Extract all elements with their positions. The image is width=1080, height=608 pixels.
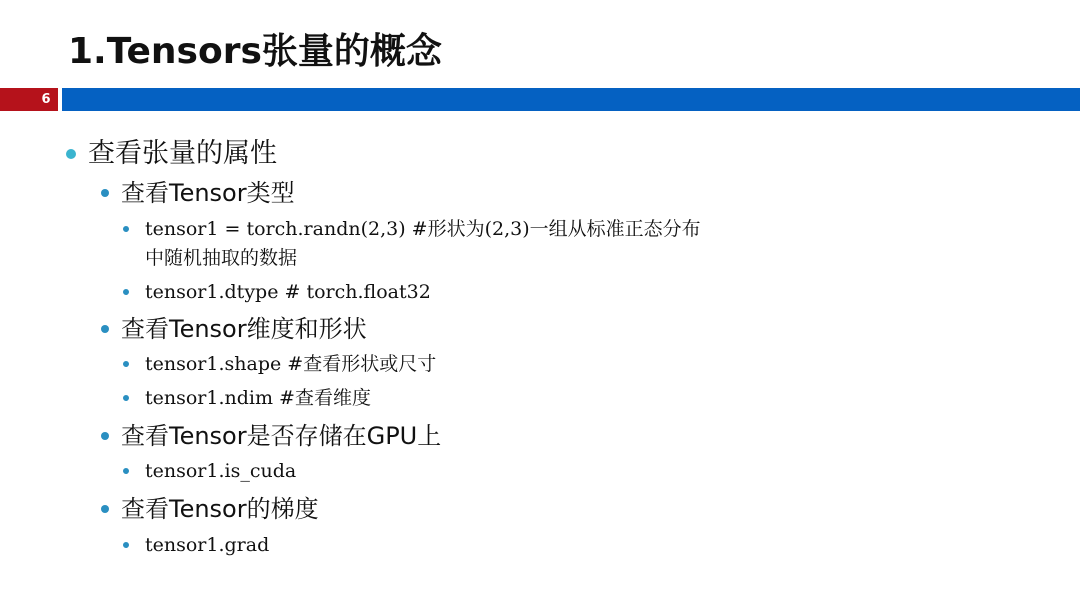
list-item-text: tensor1.is_cuda — [145, 460, 297, 482]
list-item-text: tensor1.ndim #查看维度 — [145, 387, 371, 409]
bullet-dot-icon — [123, 361, 129, 367]
bullet-heading-text: 查看张量的属性 — [88, 138, 277, 169]
list-item-text: tensor1.shape #查看形状或尺寸 — [145, 353, 437, 375]
list-item-text: 中随机抽取的数据 — [145, 247, 298, 269]
bullet-dot-icon — [101, 325, 109, 333]
section-label: 查看Tensor是否存储在GPU上 — [121, 422, 442, 450]
bullet-dot-icon — [101, 432, 109, 440]
bullet-dot-icon — [123, 395, 129, 401]
bullet-dot-icon — [66, 149, 76, 159]
bullet-dot-icon — [123, 289, 129, 295]
section-label: 查看Tensor类型 — [121, 179, 295, 207]
bullet-dot-icon — [123, 468, 129, 474]
section-label: 查看Tensor的梯度 — [121, 495, 319, 523]
bullet-dot-icon — [101, 189, 109, 197]
bullet-dot-icon — [101, 505, 109, 513]
bullet-dot-icon — [123, 226, 129, 232]
section-label: 查看Tensor维度和形状 — [121, 315, 367, 343]
list-item-text: tensor1.grad — [145, 534, 270, 556]
list-item-text: tensor1 = torch.randn(2,3) #形状为(2,3)一组从标准正态分布 — [145, 218, 701, 240]
list-item-text: tensor1.dtype # torch.float32 — [145, 281, 431, 303]
slide-title: 1.Tensors张量的概念 — [68, 31, 442, 72]
bullet-dot-icon — [123, 542, 129, 548]
page-number: 6 — [41, 92, 51, 107]
